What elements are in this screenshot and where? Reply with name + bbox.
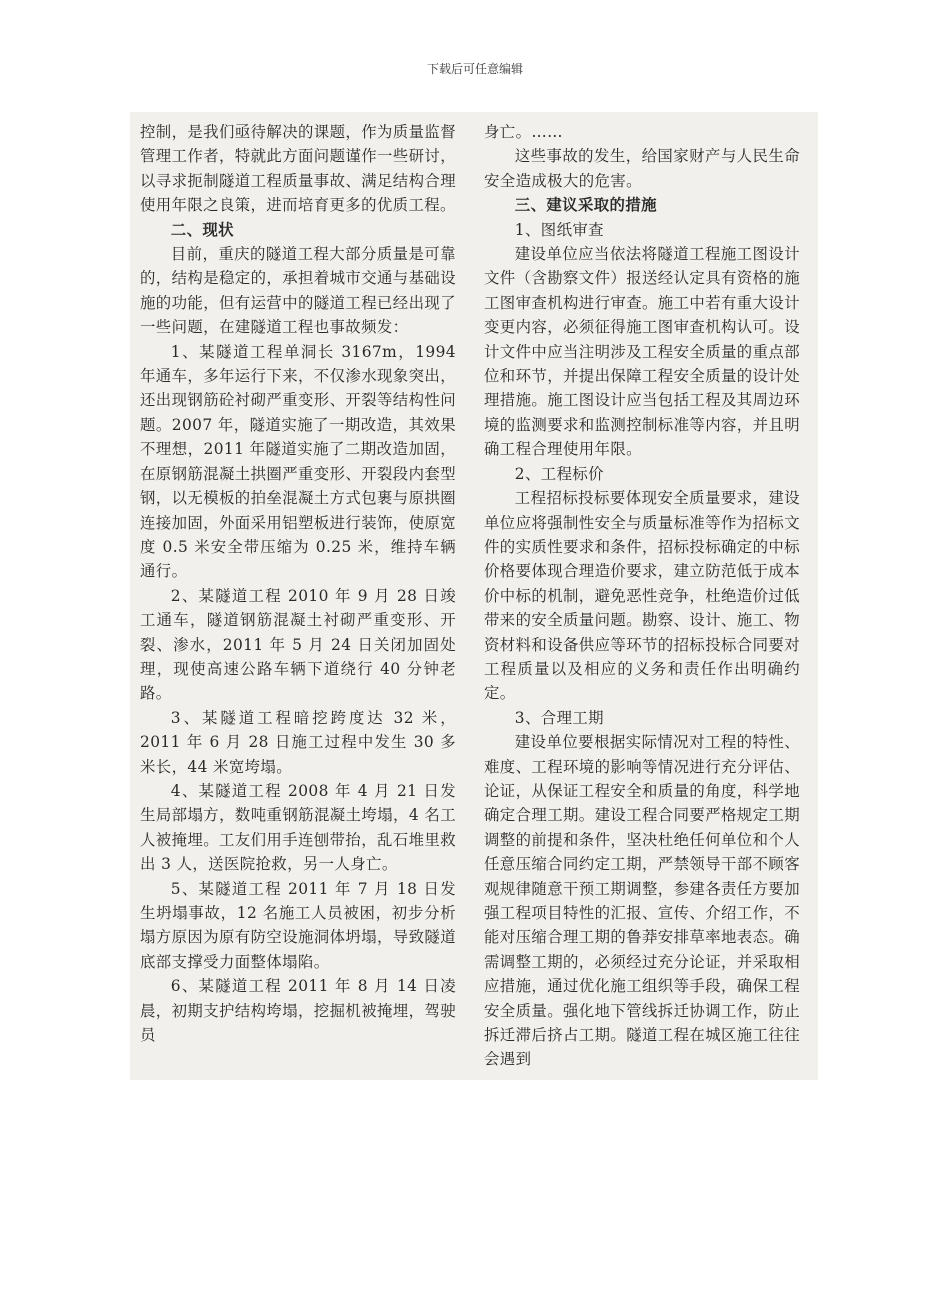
left-column (140, 120, 456, 1047)
paragraph: 3、某隧道工程暗挖跨度达 32 米，2011 年 6 月 28 日施工过程中发生 30 多米长，44 米宽垮塌。 (140, 708, 456, 776)
paragraph: 建设单位应当依法将隧道工程施工图设计文件（含勘察文件）报送经认定具有资格的施工图审查机构进行审查。施工中若有重大设计变更内容，必须征得施工图审查机构认可。设计文件中应当注明涉及工程安全质量的重点部位和环节，并提出保障工程安全质量的设计处理措施。施工图设计应当包括工程及其周边环境的监测要求和监测控制标准等内容，并且明确工程合理使用年限。 (484, 245, 800, 459)
paragraph: 这些事故的发生，给国家财产与人民生命安全造成极大的危害。 (484, 147, 800, 190)
subheading: 3、合理工期 (514, 708, 604, 727)
subheading: 2、工程标价 (514, 464, 604, 483)
paragraph: 1、某隧道工程单洞长 3167m，1994 年通车，多年运行下来，不仅渗水现象突出，还出现钢筋砼衬砌严重变形、开裂等结构性问题。2007 年，隧道实施了一期改造，其效果不理想，2011 年隧道实施了二期改造加固，在原钢筋混凝土拱圈严重变形、开裂段内套型钢，以无模板的拍垒混凝土方式包裹与原拱圈连接加固，外面采用铝塑板进行装饰，使原宽度 0.5 米安全带压缩为 0.25 米，维持车辆通行。 (140, 342, 456, 581)
paragraph: 工程招标投标要体现安全质量要求，建设单位应将强制性安全与质量标准等作为招标文件的实质性要求和条件，招标投标确定的中标价格要体现合理造价要求，建立防范低于成本价中标的机制，避免恶性竞争，杜绝造价过低带来的安全质量问题。勘察、设计、施工、物资材料和设备供应等环节的招标投标合同要对工程质量以及相应的义务和责任作出明确约定。 (484, 489, 800, 703)
paragraph: 控制，是我们亟待解决的课题，作为质量监督管理工作者，特就此方面问题谨作一些研讨，以寻求扼制隧道工程质量事故、满足结构合理使用年限之良策，进而培育更多的优质工程。 (140, 123, 456, 215)
paragraph: 身亡。…… (484, 123, 563, 141)
page-header: 下载后可任意编辑 (426, 62, 523, 76)
paragraph: 2、某隧道工程 2010 年 9 月 28 日竣工通车，隧道钢筋混凝土衬砌严重变形、开裂、渗水，2011 年 5 月 24 日关闭加固处理，现使高速公路车辆下道绕行 40 分钟老路。 (140, 586, 456, 703)
paragraph: 4、某隧道工程 2008 年 4 月 21 日发生局部塌方，数吨重钢筋混凝土垮塌，4 名工人被掩埋。工友们用手连刨带抬，乱石堆里救出 3 人，送医院抢救，另一人身亡。 (140, 781, 456, 874)
right-column (484, 120, 800, 1072)
paragraph: 建设单位要根据实际情况对工程的特性、难度、工程环境的影响等情况进行充分评估、论证，从保证工程安全和质量的角度，科学地确定合理工期。建设工程合同要严格规定工期调整的前提和条件，坚决杜绝任何单位和个人任意压缩合同约定工期，严禁领导干部不顾客观规律随意干预工期调整，参建各责任方要加强工程项目特性的汇报、宣传、介绍工作，不能对压缩合理工期的鲁莽安排草率地表态。确需调整工期的，必须经过充分论证，并采取相应措施，通过优化施工组织等手段，确保工程安全质量。强化地下管线拆迁协调工作，防止拆迁滞后挤占工期。隧道工程在城区施工往往会遇到 (484, 733, 800, 1069)
section-heading: 二、现状 (170, 220, 234, 239)
paragraph: 5、某隧道工程 2011 年 7 月 18 日发生坍塌事故，12 名施工人员被困，初步分析塌方原因为原有防空设施洞体坍塌，导致隧道底部支撑受力面整体塌陷。 (140, 879, 456, 971)
paragraph: 6、某隧道工程 2011 年 8 月 14 日凌晨，初期支护结构垮塌，挖掘机被掩埋，驾驶员 (140, 977, 456, 1045)
subheading: 1、图纸审查 (514, 220, 604, 239)
section-heading: 三、建议采取的措施 (514, 196, 657, 215)
paragraph: 目前，重庆的隧道工程大部分质量是可靠的，结构是稳定的，承担着城市交通与基础设施的功能，但有运营中的隧道工程已经出现了一些问题，在建隧道工程也事故频发： (140, 245, 456, 337)
scanned-page (130, 112, 818, 1080)
